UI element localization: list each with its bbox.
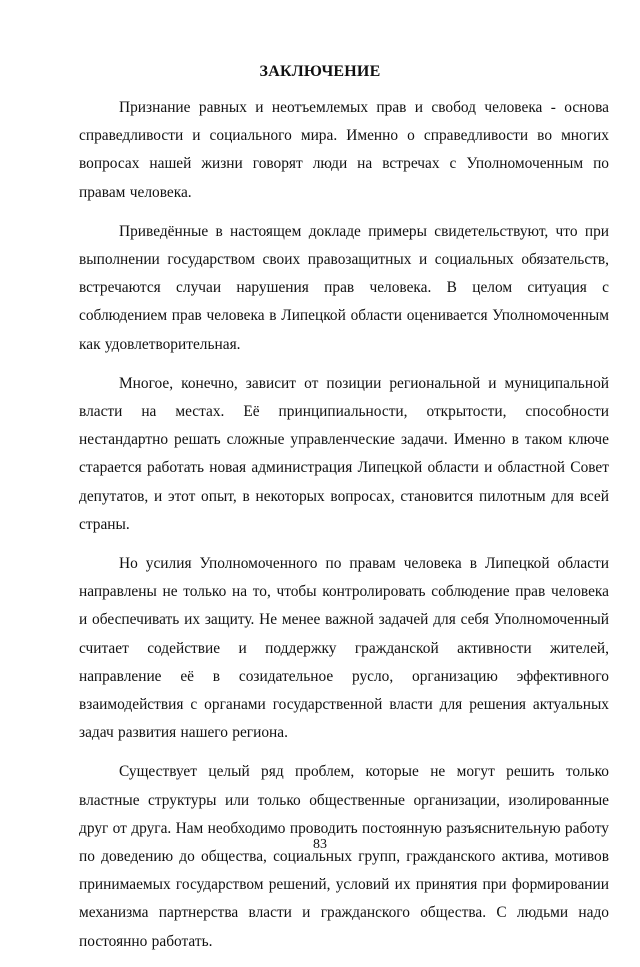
paragraph-1: Признание равных и неотъемлемых прав и свобод человека - основа справедливости и социального мира. Именно о справедливости во многих вопросах нашей жизни говорят люди на встречах с Уполномоченным по правам человека. (79, 99, 609, 201)
paragraph-5: Существует целый ряд проблем, которые не могут решить только властные структуры или только общественные организации, изолированные друг от друга. Нам необходимо проводить постоянную разъяснительную работу по доведению до общества, социальных групп, гражданского актива, мотивов принимаемых государством решений, условий их принятия при формировании механизма партнерства власти и гражданского общества. С людьми надо постоянно работать. (79, 763, 609, 950)
paragraph-4: Но усилия Уполномоченного по правам человека в Липецкой области направлены не только на то, чтобы контролировать соблюдение прав человека и обеспечивать их защиту. Не менее важной задачей для себя Уполномоченный считает содействие и поддержку гражданской активности жителей, направление её в созидательное русло, организацию эффективного взаимодействия с органами государственной власти для решения актуальных задач развития нашего региона. (79, 555, 609, 742)
page-title: ЗАКЛЮЧЕНИЕ (259, 63, 381, 80)
paragraph-3: Многое, конечно, зависит от позиции региональной и муниципальной власти на местах. Её принципиальности, открытости, способности нестандартно решать сложные управленческие задачи. Именно в таком ключе старается работать новая администрация Липецкой области и областной Совет депутатов, и этот опыт, в некоторых вопросах, становится пилотным для всей страны. (79, 374, 609, 533)
paragraph-2: Приведённые в настоящем докладе примеры свидетельствуют, что при выполнении государством своих правозащитных и социальных обязательств, встречаются случаи нарушения прав человека. В целом ситуация с соблюдением прав человека в Липецкой области оценивается Уполномоченным как удовлетворительная. (79, 222, 609, 353)
page-number: 83 (313, 837, 327, 852)
